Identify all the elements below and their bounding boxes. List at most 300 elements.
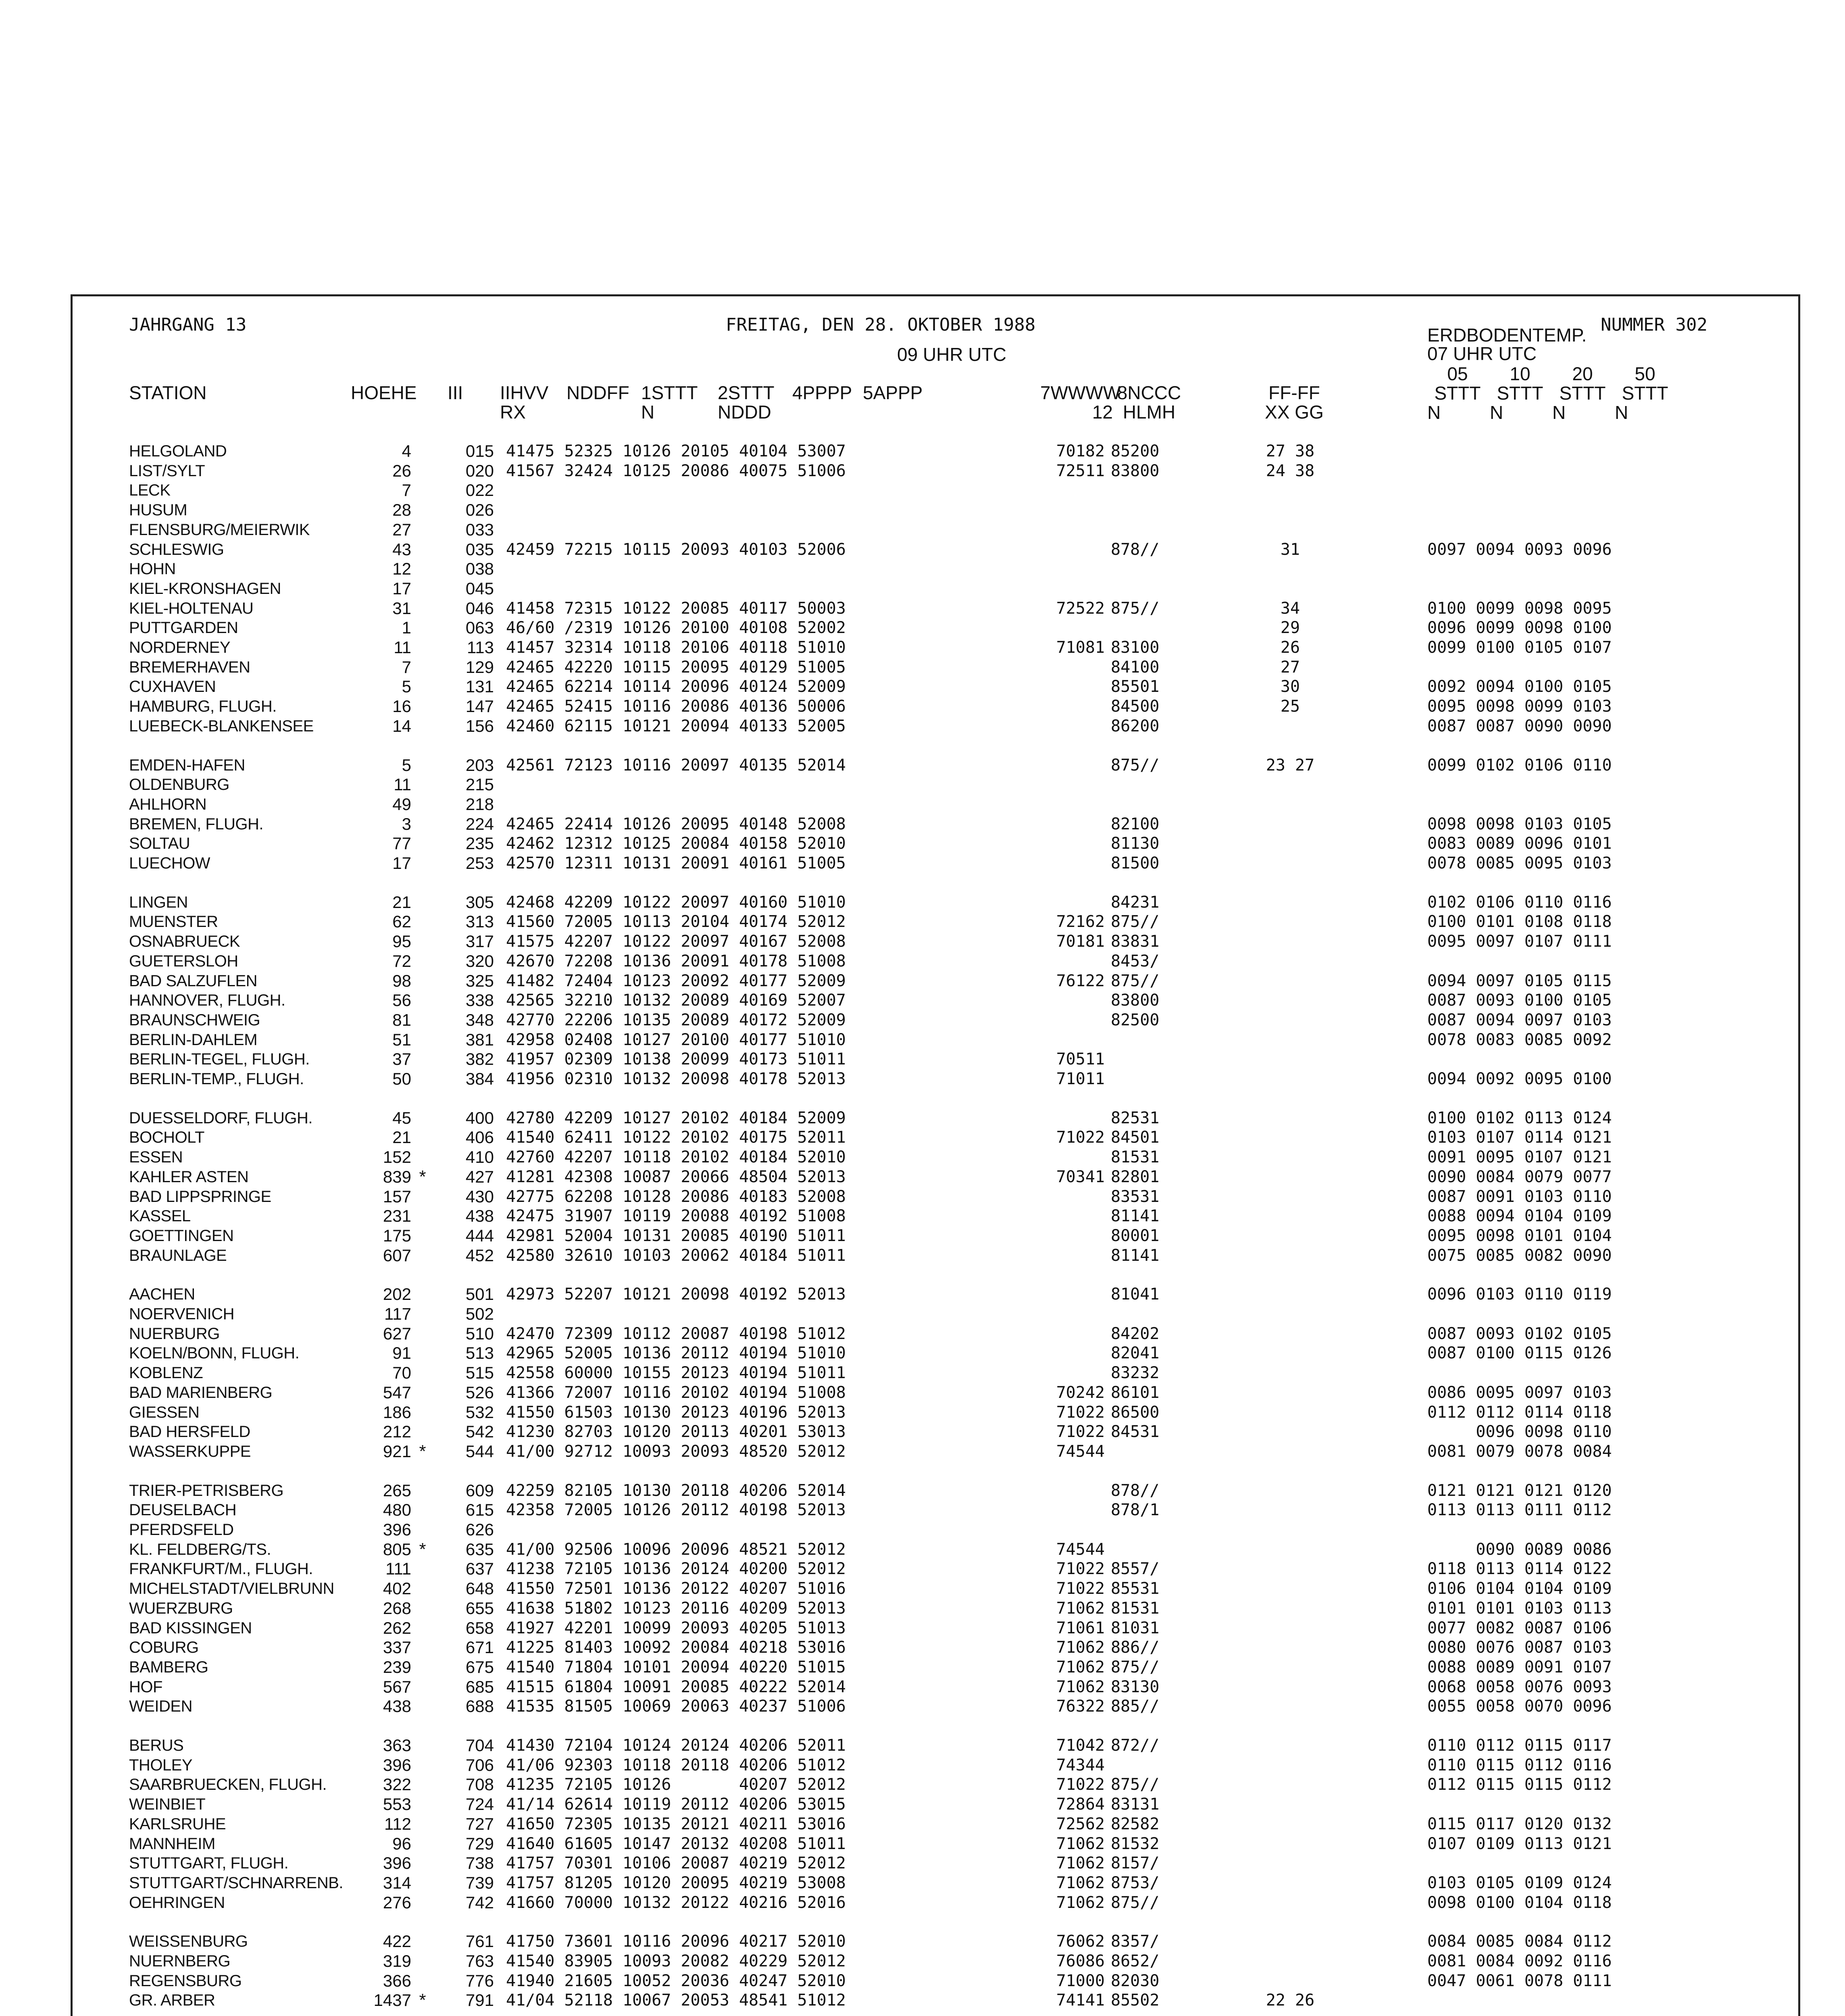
table-row <box>73 1932 1798 1951</box>
station-name: KIEL-HOLTENAU <box>129 599 254 617</box>
station-name: WEISSENBURG <box>129 1933 248 1951</box>
station-id: 501 <box>465 1285 494 1304</box>
soil-temperatures: 0087 0093 0100 0105 <box>1427 991 1612 1010</box>
group-7wwww: 74544 <box>1056 1540 1105 1559</box>
station-height: 7 <box>402 657 411 677</box>
station-name: THOLEY <box>129 1756 193 1774</box>
soil-temperatures: 0087 0094 0097 0103 <box>1427 1010 1612 1029</box>
station-height: 402 <box>383 1579 411 1598</box>
station-id: 791 <box>465 1991 494 2010</box>
soil-temperatures: 0100 0101 0108 0118 <box>1427 912 1612 931</box>
group-8nccc: 875// <box>1111 1893 1160 1912</box>
col-g5: 4PPPP <box>792 382 852 403</box>
station-height: 117 <box>384 1304 411 1323</box>
soil-temperatures: 0091 0095 0107 0121 <box>1427 1148 1612 1167</box>
group-8nccc: 84202 <box>1111 1324 1160 1343</box>
station-height: 422 <box>383 1932 411 1951</box>
station-height: 1 <box>402 618 411 637</box>
soil-temperatures: 0087 0100 0115 0126 <box>1427 1344 1612 1363</box>
station-id: 635 <box>465 1539 494 1559</box>
station-id: 724 <box>465 1795 494 1814</box>
station-id: 763 <box>465 1951 494 1970</box>
synop-groups: 41475 52325 10126 20105 40104 53007 <box>506 442 846 460</box>
group-8nccc: 83130 <box>1111 1677 1160 1696</box>
station-height: 607 <box>383 1245 411 1265</box>
synop-groups: 41640 61605 10147 20132 40208 51011 <box>506 1834 846 1853</box>
synop-groups: 42958 02408 10127 20100 40177 51010 <box>506 1030 846 1049</box>
synop-groups: 41540 71804 10101 20094 40220 51015 <box>506 1658 846 1677</box>
table-row <box>73 1383 1798 1402</box>
station-name: PFERDSFELD <box>129 1521 234 1539</box>
soil-temp-time: 07 UHR UTC <box>1427 343 1537 364</box>
table-row <box>73 1128 1798 1147</box>
group-8nccc: 878// <box>1111 540 1160 559</box>
group-8nccc: 875// <box>1111 756 1160 775</box>
station-height: 314 <box>383 1873 411 1892</box>
group-8nccc: 8357/ <box>1111 1932 1160 1951</box>
group-7wwww: 76122 <box>1056 971 1105 990</box>
station-height: 14 <box>392 716 411 735</box>
table-row <box>73 1206 1798 1226</box>
station-name: BAD MARIENBERG <box>129 1383 273 1402</box>
table-row <box>73 1246 1798 1265</box>
table-row <box>73 540 1798 559</box>
group-8nccc: 82041 <box>1111 1344 1160 1363</box>
table-row <box>73 1500 1798 1520</box>
group-7wwww: 71062 <box>1056 1658 1105 1677</box>
station-height: 49 <box>392 794 411 814</box>
station-name: BAD HERSFELD <box>129 1423 250 1441</box>
synop-groups: 41482 72404 10123 20092 40177 52009 <box>506 971 846 990</box>
soil-temperatures: 0097 0094 0093 0096 <box>1427 540 1612 559</box>
station-name: SCHLESWIG <box>129 540 224 558</box>
group-7wwww: 71061 <box>1056 1618 1105 1637</box>
synop-groups: 41575 42207 10122 20097 40167 52008 <box>506 932 846 951</box>
group-7wwww: 70182 <box>1056 442 1105 460</box>
station-id: 532 <box>465 1402 494 1422</box>
synop-groups: 41750 73601 10116 20096 40217 52010 <box>506 1932 846 1951</box>
station-name: LECK <box>129 481 171 500</box>
station-id: 203 <box>465 755 494 775</box>
group-8nccc: 83131 <box>1111 1795 1160 1814</box>
station-height: 175 <box>383 1226 411 1245</box>
station-id: 338 <box>465 991 494 1010</box>
group-8nccc: 81531 <box>1111 1599 1160 1618</box>
soil-temperatures: 0068 0058 0076 0093 <box>1427 1677 1612 1696</box>
group-8nccc: 84231 <box>1111 893 1160 912</box>
station-id: 063 <box>465 618 494 637</box>
station-name: DUESSELDORF, FLUGH. <box>129 1109 313 1127</box>
station-height: 319 <box>383 1951 411 1970</box>
station-id: 381 <box>465 1030 494 1049</box>
soil-temperatures: 0080 0076 0087 0103 <box>1427 1638 1612 1657</box>
soil-temperatures: 0081 0079 0078 0084 <box>1427 1442 1612 1461</box>
station-id: 526 <box>465 1383 494 1402</box>
station-id: 224 <box>465 814 494 833</box>
synop-groups: 41230 82703 10120 20113 40201 53013 <box>506 1422 846 1441</box>
wind-gust: 34 <box>1280 599 1300 618</box>
soil-temperatures: 0100 0099 0098 0095 <box>1427 599 1612 618</box>
station-name: AHLHORN <box>129 795 207 813</box>
group-8nccc: 878// <box>1111 1481 1160 1500</box>
table-row <box>73 834 1798 853</box>
col-iii: III <box>448 382 463 403</box>
observation-time: 09 UHR UTC <box>897 344 1006 365</box>
group-8nccc: 81031 <box>1111 1618 1160 1637</box>
station-height: 839 <box>383 1167 411 1186</box>
wind-gust: 25 <box>1280 697 1300 716</box>
station-height: 396 <box>383 1520 411 1539</box>
soil-temperatures: 0083 0089 0096 0101 <box>1427 834 1612 853</box>
col-g2: NDDFF <box>566 382 629 403</box>
synop-groups: 42465 22414 10126 20095 40148 52008 <box>506 814 846 833</box>
station-name: HANNOVER, FLUGH. <box>129 991 285 1010</box>
synop-groups: 41550 61503 10130 20123 40196 52013 <box>506 1403 846 1422</box>
soil-temperatures: 0096 0103 0110 0119 <box>1427 1285 1612 1304</box>
station-height: 239 <box>383 1657 411 1677</box>
table-row <box>73 756 1798 775</box>
table-row <box>73 520 1798 539</box>
table-row <box>73 1854 1798 1873</box>
station-height: 567 <box>383 1677 411 1696</box>
station-height: 21 <box>392 892 411 912</box>
table-row <box>73 1873 1798 1893</box>
group-8nccc: 86101 <box>1111 1383 1160 1402</box>
station-name: KASSEL <box>129 1207 191 1225</box>
soil-temperatures: 0099 0100 0105 0107 <box>1427 638 1612 657</box>
group-7wwww: 71062 <box>1056 1599 1105 1618</box>
station-height: 268 <box>383 1598 411 1618</box>
station-height: 111 <box>385 1559 411 1579</box>
station-height: 627 <box>383 1324 411 1343</box>
table-row <box>73 658 1798 677</box>
station-id: 348 <box>465 1010 494 1029</box>
col-hoehe: HOEHE <box>351 382 417 403</box>
station-id: 215 <box>465 775 494 794</box>
station-height: 112 <box>384 1814 411 1833</box>
station-id: 510 <box>465 1324 494 1343</box>
table-row <box>73 1363 1798 1383</box>
station-name: BREMEN, FLUGH. <box>129 815 264 833</box>
synop-groups: 41366 72007 10116 20102 40194 51008 <box>506 1383 846 1402</box>
soil-temperatures: 0100 0102 0113 0124 <box>1427 1108 1612 1127</box>
table-row <box>73 559 1798 579</box>
soil-temperatures: 0047 0061 0078 0111 <box>1427 1971 1612 1990</box>
group-7wwww: 72511 <box>1056 461 1105 480</box>
station-id: 305 <box>465 892 494 912</box>
station-height: 276 <box>383 1893 411 1912</box>
group-8nccc: 8453/ <box>1111 952 1160 971</box>
group-7wwww: 76322 <box>1056 1697 1105 1716</box>
group-7wwww: 71081 <box>1056 638 1105 657</box>
group-8nccc: 85531 <box>1111 1579 1160 1598</box>
station-name: TRIER-PETRISBERG <box>129 1481 284 1500</box>
station-name: GIESSEN <box>129 1403 200 1421</box>
group-8nccc: 84531 <box>1111 1422 1160 1441</box>
station-id: 253 <box>465 854 494 873</box>
station-height: 265 <box>383 1481 411 1500</box>
soil-temperatures: 0118 0113 0114 0122 <box>1427 1560 1612 1579</box>
table-row <box>73 1736 1798 1755</box>
group-8nccc: 84501 <box>1111 1128 1160 1147</box>
station-height: 396 <box>383 1854 411 1873</box>
soil-temperatures: 0088 0089 0091 0107 <box>1427 1658 1612 1677</box>
synop-groups: 42561 72123 10116 20097 40135 52014 <box>506 756 846 775</box>
synop-groups: 42462 12312 10125 20084 40158 52010 <box>506 834 846 853</box>
soil-temperatures: 0077 0082 0087 0106 <box>1427 1618 1612 1637</box>
group-7wwww: 71022 <box>1056 1128 1105 1147</box>
station-name: KL. FELDBERG/TS. <box>129 1540 271 1558</box>
station-height: 921 <box>383 1441 411 1461</box>
synop-groups: 41458 72315 10122 20085 40117 50003 <box>506 599 846 618</box>
synop-groups: 41638 51802 10123 20116 40209 52013 <box>506 1599 846 1618</box>
station-id: 015 <box>465 442 494 460</box>
wind-gust: 31 <box>1280 540 1300 559</box>
table-row <box>73 1520 1798 1539</box>
station-id: 438 <box>465 1206 494 1226</box>
station-name: HUSUM <box>129 501 187 519</box>
station-id: 776 <box>465 1971 494 1990</box>
table-row <box>73 1991 1798 2010</box>
station-height: 11 <box>394 638 411 657</box>
station-id: 046 <box>465 598 494 618</box>
station-height: 77 <box>392 834 411 853</box>
synop-groups: 41956 02310 10132 20098 40178 52013 <box>506 1070 846 1088</box>
synop-groups: 41650 72305 10135 20121 40211 53016 <box>506 1814 846 1833</box>
soil-temperatures: 0098 0100 0104 0118 <box>1427 1893 1612 1912</box>
table-row <box>73 442 1798 461</box>
group-8nccc: 886// <box>1111 1638 1160 1657</box>
group-8nccc: 81041 <box>1111 1285 1160 1304</box>
soil-temperatures: 0110 0112 0115 0117 <box>1427 1736 1612 1755</box>
synop-groups: 42670 72208 10136 20091 40178 51008 <box>506 952 846 971</box>
table-row <box>73 1422 1798 1441</box>
soil-temperatures: 0112 0112 0114 0118 <box>1427 1403 1612 1422</box>
station-id: 038 <box>465 559 494 579</box>
group-8nccc: 85501 <box>1111 677 1160 696</box>
table-row <box>73 461 1798 481</box>
station-height: 1437 <box>373 1991 411 2010</box>
synop-groups: 42965 52005 10136 20112 40194 51010 <box>506 1344 846 1363</box>
station-name: BAD KISSINGEN <box>129 1619 252 1637</box>
soil-temperatures: 0095 0098 0099 0103 <box>1427 697 1612 716</box>
synop-groups: 41238 72105 10136 20124 40200 52012 <box>506 1560 846 1579</box>
station-name: BRAUNLAGE <box>129 1246 227 1264</box>
station-name: OEHRINGEN <box>129 1893 225 1912</box>
station-id: 430 <box>465 1187 494 1206</box>
table-row <box>73 1324 1798 1343</box>
group-7wwww: 72562 <box>1056 1814 1105 1833</box>
group-7wwww: 71022 <box>1056 1560 1105 1579</box>
table-row <box>73 775 1798 794</box>
mountain-marker: * <box>419 1539 426 1559</box>
synop-groups: 41/14 62614 10119 20112 40206 53015 <box>506 1795 846 1814</box>
group-8nccc: 875// <box>1111 971 1160 990</box>
station-height: 62 <box>392 912 411 931</box>
station-name: BERLIN-TEMP., FLUGH. <box>129 1070 304 1088</box>
table-row <box>73 1756 1798 1775</box>
table-row <box>73 481 1798 500</box>
group-7wwww: 71042 <box>1056 1736 1105 1755</box>
group-8nccc: 84100 <box>1111 658 1160 677</box>
station-id: 317 <box>465 932 494 951</box>
station-id: 544 <box>465 1441 494 1461</box>
station-id: 609 <box>465 1481 494 1500</box>
group-8nccc: 878/1 <box>1111 1501 1160 1520</box>
group-7wwww: 70341 <box>1056 1167 1105 1186</box>
station-id: 502 <box>465 1304 494 1323</box>
station-name: SOLTAU <box>129 835 190 853</box>
synop-groups: 42580 32610 10103 20062 40184 51011 <box>506 1246 846 1265</box>
table-row <box>73 1167 1798 1187</box>
station-id: 313 <box>465 912 494 931</box>
station-name: LUECHOW <box>129 854 210 872</box>
group-8nccc: 81141 <box>1111 1207 1160 1226</box>
station-height: 186 <box>383 1402 411 1422</box>
bulletin-sheet <box>71 294 1800 2016</box>
station-name: GUETERSLOH <box>129 952 238 970</box>
table-row <box>73 1403 1798 1422</box>
group-8nccc: 83100 <box>1111 638 1160 657</box>
station-id: 615 <box>465 1500 494 1520</box>
synop-groups: 42770 22206 10135 20089 40172 52009 <box>506 1010 846 1029</box>
wind-gust: 27 38 <box>1266 442 1315 460</box>
group-8nccc: 86200 <box>1111 716 1160 735</box>
station-name: HAMBURG, FLUGH. <box>129 698 277 716</box>
station-id: 400 <box>465 1108 494 1127</box>
station-height: 31 <box>392 598 411 618</box>
group-8nccc: 875// <box>1111 912 1160 931</box>
station-height: 11 <box>394 775 411 794</box>
group-8nccc: 83800 <box>1111 461 1160 480</box>
group-8nccc: 82801 <box>1111 1167 1160 1186</box>
soil-temperatures: 0087 0091 0103 0110 <box>1427 1187 1612 1206</box>
table-row <box>73 795 1798 814</box>
table-row <box>73 1481 1798 1500</box>
station-name: KAHLER ASTEN <box>129 1168 249 1186</box>
station-height: 51 <box>392 1030 411 1049</box>
synop-groups: 42470 72309 10112 20087 40198 51012 <box>506 1324 846 1343</box>
synop-groups: 41567 32424 10125 20086 40075 51006 <box>506 461 846 480</box>
station-height: 805 <box>383 1539 411 1559</box>
wind-gust: 26 <box>1280 638 1300 657</box>
station-height: 50 <box>392 1069 411 1088</box>
table-row <box>73 579 1798 598</box>
synop-groups: 42565 32210 10132 20089 40169 52007 <box>506 991 846 1010</box>
col-station: STATION <box>129 382 207 403</box>
station-id: 147 <box>465 697 494 716</box>
station-name: MUENSTER <box>129 913 218 931</box>
table-row <box>73 716 1798 736</box>
table-row <box>73 1579 1798 1598</box>
group-8nccc: 86500 <box>1111 1403 1160 1422</box>
station-id: 384 <box>465 1069 494 1088</box>
soil-temperatures: 0078 0083 0085 0092 <box>1427 1030 1612 1049</box>
table-row <box>73 1030 1798 1050</box>
station-name: HOF <box>129 1678 162 1696</box>
station-name: CUXHAVEN <box>129 678 216 696</box>
group-8nccc: 8157/ <box>1111 1854 1160 1873</box>
soil-temp-title: ERDBODENTEMP. <box>1427 325 1587 346</box>
synop-groups: 41660 70000 10132 20122 40216 52016 <box>506 1893 846 1912</box>
group-8nccc: 83831 <box>1111 932 1160 951</box>
table-row <box>73 1795 1798 1814</box>
station-height: 26 <box>392 461 411 480</box>
station-height: 72 <box>392 951 411 971</box>
station-id: 113 <box>467 638 494 657</box>
group-8nccc: 83232 <box>1111 1364 1160 1383</box>
group-8nccc: 82500 <box>1111 1010 1160 1029</box>
group-7wwww: 71062 <box>1056 1873 1105 1892</box>
soil-temperatures: 0110 0115 0112 0116 <box>1427 1756 1612 1774</box>
station-name: WEINBIET <box>129 1795 206 1814</box>
soil-temperatures: 0115 0117 0120 0132 <box>1427 1814 1612 1833</box>
soil-temperatures: 0086 0095 0097 0103 <box>1427 1383 1612 1402</box>
table-row <box>73 854 1798 873</box>
synop-groups: 41535 81505 10069 20063 40237 51006 <box>506 1697 846 1716</box>
station-height: 5 <box>402 755 411 775</box>
station-height: 81 <box>392 1010 411 1029</box>
station-name: EMDEN-HAFEN <box>129 756 245 774</box>
group-8nccc: 81532 <box>1111 1834 1160 1853</box>
station-name: GR. ARBER <box>129 1991 215 2010</box>
synop-groups: 41540 62411 10122 20102 40175 52011 <box>506 1128 846 1147</box>
group-8nccc: 872// <box>1111 1736 1160 1755</box>
synop-groups: 42981 52004 10131 20085 40190 51011 <box>506 1226 846 1245</box>
table-row <box>73 1775 1798 1794</box>
soil-temperatures: 0094 0092 0095 0100 <box>1427 1070 1612 1088</box>
station-name: HELGOLAND <box>129 442 227 460</box>
station-id: 513 <box>465 1343 494 1363</box>
table-row <box>73 1540 1798 1559</box>
table-row <box>73 1187 1798 1206</box>
soil-temperatures: 0084 0085 0084 0112 <box>1427 1932 1612 1951</box>
synop-groups: 42780 42209 10127 20102 40184 52009 <box>506 1108 846 1127</box>
station-id: 022 <box>465 481 494 500</box>
synop-groups: 46/60 /2319 10126 20100 40108 52002 <box>506 619 846 637</box>
soil-temperatures: 0092 0094 0100 0105 <box>1427 677 1612 696</box>
group-8nccc: 80001 <box>1111 1226 1160 1245</box>
station-height: 438 <box>383 1697 411 1716</box>
soil-temperatures: 0095 0098 0101 0104 <box>1427 1226 1612 1245</box>
synop-groups: 42570 12311 10131 20091 40161 51005 <box>506 854 846 873</box>
table-row <box>73 1951 1798 1971</box>
col-depth-50: 50 STTT N <box>1615 363 1668 423</box>
synop-groups: 41515 61804 10091 20085 40222 52014 <box>506 1677 846 1696</box>
group-8nccc: 82582 <box>1111 1814 1160 1833</box>
synop-groups: 42775 62208 10128 20086 40183 52008 <box>506 1187 846 1206</box>
mountain-marker: * <box>419 1166 426 1187</box>
station-height: 96 <box>392 1834 411 1853</box>
station-height: 95 <box>392 932 411 951</box>
station-name: KOELN/BONN, FLUGH. <box>129 1344 300 1362</box>
mountain-marker: * <box>419 1990 426 2010</box>
station-height: 28 <box>392 500 411 520</box>
station-id: 410 <box>465 1148 494 1167</box>
group-8nccc: 85200 <box>1111 442 1160 460</box>
station-name: BERUS <box>129 1737 184 1754</box>
group-7wwww: 71022 <box>1056 1579 1105 1598</box>
table-row <box>73 952 1798 971</box>
synop-groups: 42558 60000 10155 20123 40194 51011 <box>506 1364 846 1383</box>
table-row <box>73 1893 1798 1912</box>
synop-groups: 42760 42207 10118 20102 40184 52010 <box>506 1148 846 1167</box>
station-name: BAMBERG <box>129 1658 208 1676</box>
station-height: 553 <box>383 1795 411 1814</box>
synop-groups: 41/00 92506 10096 20096 48521 52012 <box>506 1540 846 1559</box>
synop-groups: 41540 83905 10093 20082 40229 52012 <box>506 1952 846 1970</box>
wind-gust: 29 <box>1280 619 1300 637</box>
